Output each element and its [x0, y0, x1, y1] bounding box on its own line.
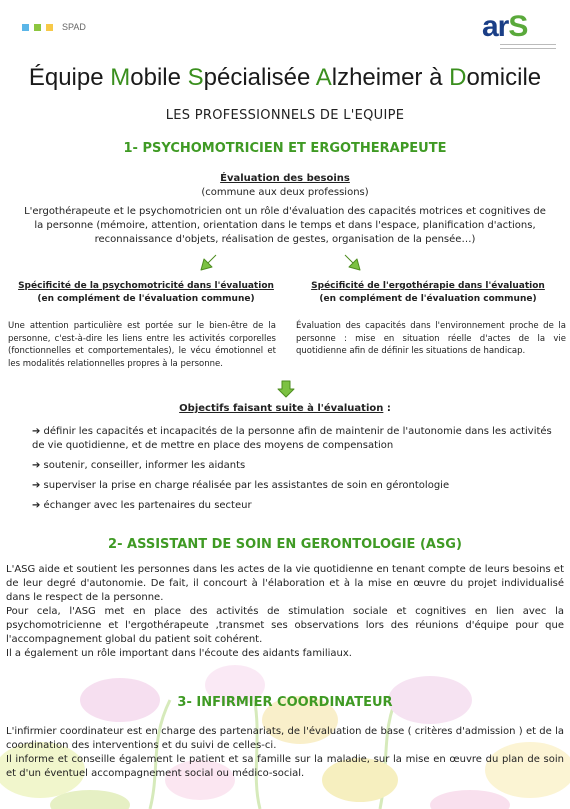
eval-subtitle: (commune aux deux professions)	[201, 187, 369, 198]
spad-label: SPAD	[62, 22, 86, 32]
ergotherapy-column-header	[290, 280, 566, 306]
arrow-down-icon	[276, 379, 296, 399]
arrow-down-right-icon	[342, 252, 362, 272]
asg-paragraph-2: Pour cela, l'ASG met en place des activités de stimulation sociale et cognitives en lien avec la psychomotricienne et l'ergothérapeute ,transmet ses observations lors des réunions d'équipe pour que l'accompagnement global du patient soit cohérent.	[6, 606, 564, 645]
ars-logo-tagline	[500, 42, 556, 49]
psychomotricity-title: Spécificité de la psychomotricité dans l'évaluation	[18, 281, 274, 291]
psychomotricity-subtitle: (en complément de l'évaluation commune)	[37, 294, 255, 304]
psychomotricity-column-header	[10, 280, 282, 306]
ergotherapy-title: Spécificité de l'ergothérapie dans l'évaluation	[311, 281, 545, 291]
nurse-paragraph-2: Il informe et conseille également le patient et sa famille sur la maladie, sur la mise en œuvre du plan de soin et d'un éventuel accompagnement social ou médico-social.	[6, 754, 564, 779]
objectives-title-line	[0, 403, 570, 414]
spad-logo	[22, 22, 86, 32]
psychomotricity-text: Une attention particulière est portée sur le bien-être de la personne, c'est-à-dire les liens entre les activités corporelles (fonctionnelles et comportementales), le vécu émotionnel et les modalités relationnelles propres à la personne.	[8, 321, 276, 369]
spad-square-blue	[22, 24, 29, 31]
objective-item: ➔ soutenir, conseiller, informer les aidants	[32, 460, 246, 471]
eval-title: Évaluation des besoins	[220, 173, 350, 184]
ars-logo	[482, 12, 554, 52]
spad-square-green	[34, 24, 41, 31]
asg-paragraph-1: L'ASG aide et soutient les personnes dans les actes de la vie quotidienne en tenant compte de leurs besoins et de leur degré d'autonomie. De fait, il concourt à l'élaboration et à la mise en œuvre du projet individualisé dans le respect de la personne.	[6, 564, 564, 603]
objective-item: ➔ échanger avec les partenaires du secteur	[32, 500, 252, 511]
nurse-paragraph-1: L'infirmier coordinateur est en charge des partenariats, de l'évaluation de base ( critères d'admission ) et de la coordination des interventions et du suivi de celles-ci.	[6, 726, 564, 751]
objectives-title: Objectifs faisant suite à l'évaluation	[179, 403, 384, 414]
objectives-list	[32, 425, 564, 519]
ergotherapy-text: Évaluation des capacités dans l'environnement proche de la personne : mise en situation réelle d'actes de la vie quotidienne afin de définir les situations de handicap.	[296, 321, 566, 356]
nurse-description	[6, 725, 564, 781]
eval-text: L'ergothérapeute et le psychomotricien ont un rôle d'évaluation des capacités motrices et cognitives de la personne (mémoire, attention, orientation dans le temps et dans l'espace, planification d'actions, reconnaissance d'objets, réalisation de gestes, organisation de la pensée…)	[24, 206, 546, 245]
objective-item: ➔ superviser la prise en charge réalisée par les assistantes de soin en gérontologie	[32, 480, 450, 491]
section2-heading: 2- ASSISTANT DE SOIN EN GERONTOLOGIE (ASG)	[108, 537, 462, 552]
ergotherapy-subtitle: (en complément de l'évaluation commune)	[319, 294, 537, 304]
page-subtitle: LES PROFESSIONNELS DE L'EQUIPE	[165, 108, 405, 123]
section1-heading: 1- PSYCHOMOTRICIEN ET ERGOTHERAPEUTE	[123, 141, 447, 156]
page-title: Équipe Mobile Spécialisée Alzheimer à Domicile	[28, 64, 542, 91]
section3-heading: 3- INFIRMIER COORDINATEUR	[177, 695, 393, 710]
asg-paragraph-3: Il a également un rôle important dans l'écoute des aidants familiaux.	[6, 648, 352, 659]
objectives-colon: :	[383, 403, 391, 414]
asg-description	[6, 563, 564, 661]
spad-square-yellow	[46, 24, 53, 31]
objective-item: ➔ définir les capacités et incapacités de la personne afin de maintenir de l'autonomie dans les activités de vie quotidienne, et de mettre en place des moyens de compensation	[32, 426, 552, 451]
arrow-down-left-icon	[199, 252, 219, 272]
ars-logo-word: arS	[482, 10, 528, 43]
